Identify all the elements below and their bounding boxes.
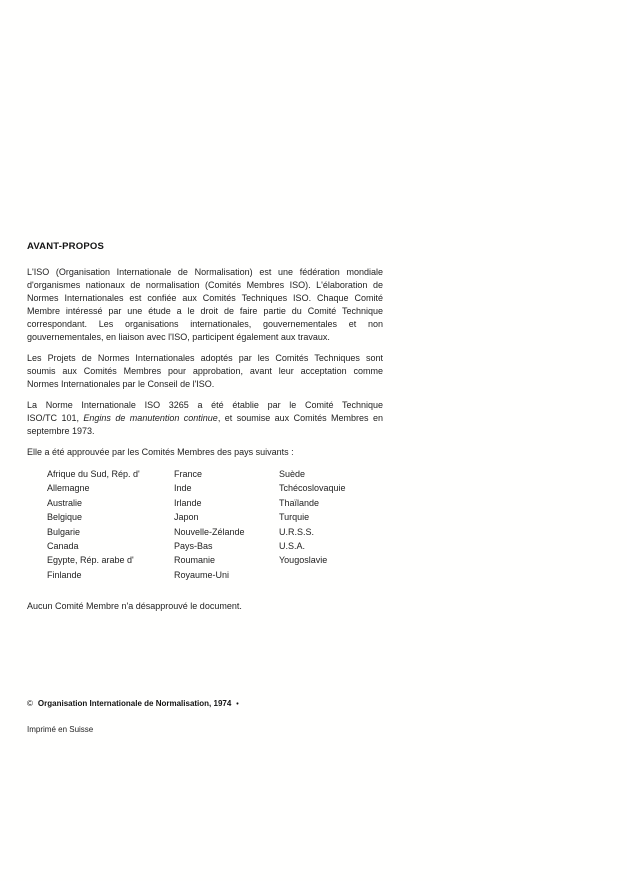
country-item: Turquie [279, 512, 310, 523]
copyright-bullet-icon: • [236, 701, 239, 709]
text-segment: Normes Internationales par le Conseil de l'ISO. [27, 379, 215, 389]
paragraph-line [27, 399, 383, 412]
country-item: Allemagne [47, 483, 90, 494]
country-item: Canada [47, 541, 79, 552]
text-segment: Les Projets de Normes Internationales adoptés par les Comités Techniques sont [27, 353, 383, 363]
paragraph-line [27, 331, 383, 344]
member-countries-list [27, 467, 383, 582]
paragraph-line [27, 305, 383, 318]
country-column-2 [174, 467, 279, 582]
paragraph-line [27, 266, 383, 279]
text-segment: Normes Internationales est confiée aux Comités Techniques ISO. Chaque Comité [27, 293, 383, 303]
foreword-paragraphs [27, 266, 383, 459]
section-heading: AVANT-PROPOS [27, 241, 104, 252]
paragraph-line [27, 412, 383, 425]
country-item: Roumanie [174, 555, 216, 566]
paragraph-line [27, 378, 383, 391]
text-segment: L'ISO (Organisation Internationale de Normalisation) est une fédération mondiale [27, 267, 383, 277]
country-item: U.R.S.S. [279, 526, 315, 537]
country-item: U.S.A. [279, 541, 306, 552]
country-item: Belgique [47, 512, 83, 523]
text-segment: d'organismes nationaux de normalisation (Comités Membres ISO). L'élaboration de [27, 280, 383, 290]
paragraph-iso-description [27, 266, 383, 344]
country-item: Japon [174, 512, 199, 523]
country-item: Thaïlande [279, 497, 320, 508]
copyright-text: Organisation Internationale de Normalisation, 1974 [37, 699, 232, 709]
country-item: Pays-Bas [174, 541, 213, 552]
paragraph-line [27, 365, 383, 378]
country-item: Irlande [174, 497, 202, 508]
paragraph-draft-approval [27, 352, 383, 391]
disapproval-note: Aucun Comité Membre n'a désapprouvé le document. [27, 601, 242, 612]
paragraph-line [27, 318, 383, 331]
country-item: Royaume-Uni [174, 569, 230, 580]
text-segment: gouvernementales, en liaison avec l'ISO, participent également aux travaux. [27, 332, 330, 342]
country-item: Finlande [47, 569, 82, 580]
copyright-line [27, 699, 383, 710]
text-segment: ISO/TC 101, [27, 413, 84, 423]
country-item: Afrique du Sud, Rép. d' [47, 469, 140, 479]
country-item: Tchécoslovaquie [279, 483, 346, 494]
text-segment: septembre 1973. [27, 426, 95, 436]
foreword-section [27, 241, 383, 735]
country-column-1 [47, 467, 174, 582]
text-segment: soumis aux Comités Membres pour approbation, avant leur acceptation comme [27, 366, 383, 376]
country-item: Bulgarie [47, 526, 81, 537]
printed-in-note: Imprimé en Suisse [27, 725, 94, 735]
country-item: Inde [174, 483, 192, 494]
text-segment: , et soumise aux Comités Membres en [217, 413, 383, 423]
standard-title-italic: Engins de manutention continue [83, 413, 218, 423]
paragraph-standard-origin [27, 399, 383, 438]
text-segment: Membre intéressé par une étude a le droit de faire partie du Comité Technique [27, 306, 383, 316]
paragraph-line [27, 425, 383, 438]
country-item: Australie [47, 497, 83, 508]
country-item: Suède [279, 469, 306, 479]
text-segment: Elle a été approuvée par les Comités Membres des pays suivants : [27, 447, 294, 457]
text-segment: La Norme Internationale ISO 3265 a été établie par le Comité Technique [27, 400, 383, 410]
country-item: Nouvelle-Zélande [174, 526, 245, 537]
paragraph-line [27, 352, 383, 365]
paragraph-line [27, 279, 383, 292]
copyright-icon: © [27, 699, 33, 709]
paragraph-line [27, 446, 383, 459]
country-item: Yougoslavie [279, 555, 328, 566]
country-item: Egypte, Rép. arabe d' [47, 555, 134, 566]
paragraph-approval-intro [27, 446, 383, 459]
paragraph-line [27, 292, 383, 305]
text-segment: correspondant. Les organisations internationales, gouvernementales et non [27, 319, 383, 329]
country-column-3 [279, 467, 383, 582]
country-item: France [174, 469, 203, 479]
